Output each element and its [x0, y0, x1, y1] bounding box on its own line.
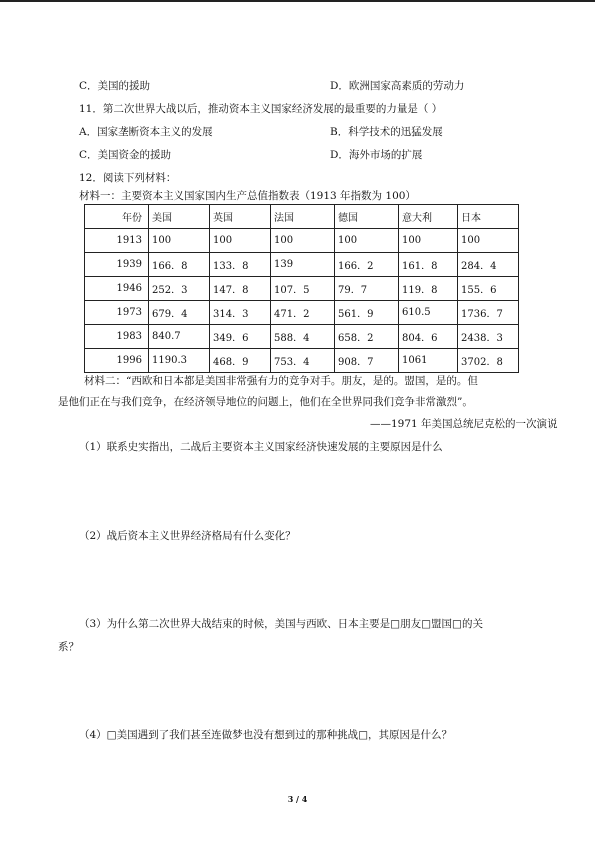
table-cell: 840.7 — [149, 325, 210, 349]
page-number: 3 / 4 — [287, 794, 308, 804]
table-cell: 100 — [458, 229, 519, 253]
table-cell: 753．4 — [271, 349, 335, 373]
table-row — [85, 325, 519, 349]
table-cell: 804．6 — [399, 325, 458, 349]
material-2-line-2: 是他们正在与我们竞争，在经济领导地位的问题上，他们在全世界同我们竞争非常激烈”。 — [58, 396, 473, 408]
table-cell: 161．8 — [399, 253, 458, 277]
table-row — [85, 301, 519, 325]
table-cell: 1996 — [85, 349, 149, 373]
table-cell: 1190.3 — [149, 349, 210, 373]
table-header-cell: 法国 — [271, 205, 335, 229]
table-cell: 679．4 — [149, 301, 210, 325]
table-cell: 1946 — [85, 277, 149, 301]
table-cell: 100 — [399, 229, 458, 253]
table-row — [85, 229, 519, 253]
table-cell: 133．8 — [210, 253, 271, 277]
table-header-row — [85, 205, 519, 229]
material-2-source: ——1971 年美国总统尼克松的一次演说 — [370, 418, 558, 430]
table-cell: 908．7 — [335, 349, 399, 373]
q11-option-a: A．国家垄断资本主义的发展 — [79, 126, 213, 138]
table-cell: 349．6 — [210, 325, 271, 349]
table-cell: 100 — [335, 229, 399, 253]
table-cell: 1061 — [399, 349, 458, 373]
q10-option-d: D．欧洲国家高素质的劳动力 — [330, 80, 465, 92]
table-cell: 3702．8 — [458, 349, 519, 373]
table-cell: 100 — [149, 229, 210, 253]
table-row — [85, 349, 519, 373]
table-header-cell: 日本 — [458, 205, 519, 229]
sub-question-2: （2）战后资本主义世界经济格局有什么变化？ — [79, 530, 296, 542]
table-cell: 314．3 — [210, 301, 271, 325]
table-cell: 252．3 — [149, 277, 210, 301]
table-cell: 79．7 — [335, 277, 399, 301]
material-1-caption: 材料一：主要资本主义国家国内生产总值指数表（1913 年指数为 100） — [79, 190, 416, 202]
sub-question-3-line-2: 系？ — [58, 641, 79, 653]
table-cell: 1973 — [85, 301, 149, 325]
q11-option-d: D．海外市场的扩展 — [330, 149, 423, 161]
table-cell: 147．8 — [210, 277, 271, 301]
table-cell: 1983 — [85, 325, 149, 349]
material-2-line-1: 材料二：“西欧和日本都是美国非常强有力的竞争对手。朋友，是的。盟国，是的。但 — [84, 375, 478, 387]
table-cell: 1913 — [85, 229, 149, 253]
table-cell: 2438．3 — [458, 325, 519, 349]
table-cell: 588．4 — [271, 325, 335, 349]
q11-option-c: C．美国资金的援助 — [79, 149, 172, 161]
table-header-cell: 美国 — [149, 205, 210, 229]
table-cell: 166．8 — [149, 253, 210, 277]
table-cell: 155．6 — [458, 277, 519, 301]
q11-option-b: B．科学技术的迅猛发展 — [330, 126, 443, 138]
header-rule — [0, 0, 595, 2]
table-row — [85, 253, 519, 277]
table-cell: 166．2 — [335, 253, 399, 277]
table-cell: 610.5 — [399, 301, 458, 325]
table-header-cell: 年份 — [85, 205, 149, 229]
table-cell: 100 — [271, 229, 335, 253]
q10-option-c: C．美国的援助 — [79, 80, 151, 92]
table-cell: 658．2 — [335, 325, 399, 349]
sub-question-3-line-1: （3）为什么第二次世界大战结束的时候，美国与西欧、日本主要是□朋友□盟国□的关 — [79, 618, 483, 630]
table-header-cell: 意大利 — [399, 205, 458, 229]
table-row — [85, 277, 519, 301]
table-cell: 468．9 — [210, 349, 271, 373]
table-cell: 1736．7 — [458, 301, 519, 325]
sub-question-4: （4）□美国遇到了我们甚至连做梦也没有想到过的那种挑战□，其原因是什么？ — [79, 729, 453, 741]
question-12: 12．阅读下列材料： — [79, 172, 177, 184]
question-11: 11．第二次世界大战以后，推动资本主义国家经济发展的最重要的力量是（ ） — [79, 103, 443, 115]
table-header-cell: 德国 — [335, 205, 399, 229]
table-cell: 471．2 — [271, 301, 335, 325]
table-cell: 1939 — [85, 253, 149, 277]
sub-question-1: （1）联系史实指出，二战后主要资本主义国家经济快速发展的主要原因是什么 — [79, 441, 443, 453]
table-cell: 284．4 — [458, 253, 519, 277]
table-header-cell: 英国 — [210, 205, 271, 229]
table-cell: 119．8 — [399, 277, 458, 301]
table-cell: 139 — [271, 253, 335, 277]
table-cell: 107．5 — [271, 277, 335, 301]
gdp-index-table — [84, 204, 519, 373]
table-cell: 100 — [210, 229, 271, 253]
table-cell: 561．9 — [335, 301, 399, 325]
